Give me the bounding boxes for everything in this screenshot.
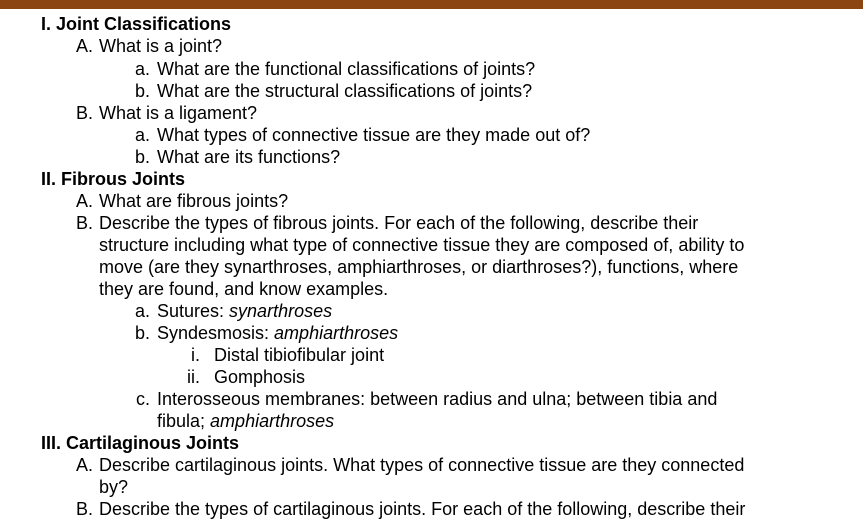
item-emphasis: synarthroses <box>229 301 333 321</box>
list-item-line: move (are they synarthroses, amphiarthroses, or diarthroses?), functions, where <box>99 257 739 277</box>
list-marker: B. <box>75 499 93 519</box>
item-label: Syndesmosis: <box>157 323 275 343</box>
list-marker: a. <box>134 59 150 79</box>
item-emphasis: amphiarthroses <box>274 323 399 343</box>
list-marker: a. <box>134 125 150 145</box>
list-item-line: structure including what type of connective tissue they are composed of, ability to <box>99 235 745 255</box>
section-title-cartilaginous-joints: III. Cartilaginous Joints <box>41 433 240 453</box>
list-item: What is a ligament? <box>99 103 258 123</box>
list-marker: b. <box>134 323 150 343</box>
list-item: Distal tibiofibular joint <box>214 345 385 365</box>
list-item-line: Describe the types of fibrous joints. For each of the following, describe their <box>99 213 699 233</box>
list-marker: c. <box>135 389 150 409</box>
list-item: What are fibrous joints? <box>99 191 289 211</box>
list-item: What is a joint? <box>99 36 223 56</box>
section-title-fibrous-joints: II. Fibrous Joints <box>41 169 186 189</box>
item-label: Sutures: <box>157 301 230 321</box>
list-item: Gomphosis <box>214 367 306 387</box>
list-item: What types of connective tissue are they made out of? <box>157 125 591 145</box>
list-item-line: they are found, and know examples. <box>99 279 389 299</box>
list-item-line: Describe the types of cartilaginous joints. For each of the following, describe their <box>99 499 746 519</box>
item-emphasis: amphiarthroses <box>210 411 335 431</box>
list-marker: B. <box>75 103 93 123</box>
list-item <box>157 322 398 344</box>
list-marker: i. <box>191 345 200 365</box>
list-item-line <box>157 410 334 432</box>
list-item <box>157 300 332 322</box>
list-marker: b. <box>134 147 150 167</box>
list-item: What are the structural classifications of joints? <box>157 81 533 101</box>
list-marker: B. <box>75 213 93 233</box>
list-item-line: Describe cartilaginous joints. What types of connective tissue are they connected <box>99 455 745 475</box>
list-item: What are the functional classifications of joints? <box>157 59 536 79</box>
list-item: What are its functions? <box>157 147 341 167</box>
list-marker: A. <box>75 191 93 211</box>
item-text: fibula; <box>157 411 211 431</box>
list-marker: a. <box>134 301 150 321</box>
list-marker: A. <box>75 36 93 56</box>
list-item-line: by? <box>99 477 129 497</box>
list-marker: A. <box>75 455 93 475</box>
list-marker: b. <box>134 81 150 101</box>
list-item-line: Interosseous membranes: between radius and ulna; between tibia and <box>157 389 718 409</box>
list-marker: ii. <box>187 367 200 387</box>
section-title-joint-classifications: I. Joint Classifications <box>41 14 232 34</box>
